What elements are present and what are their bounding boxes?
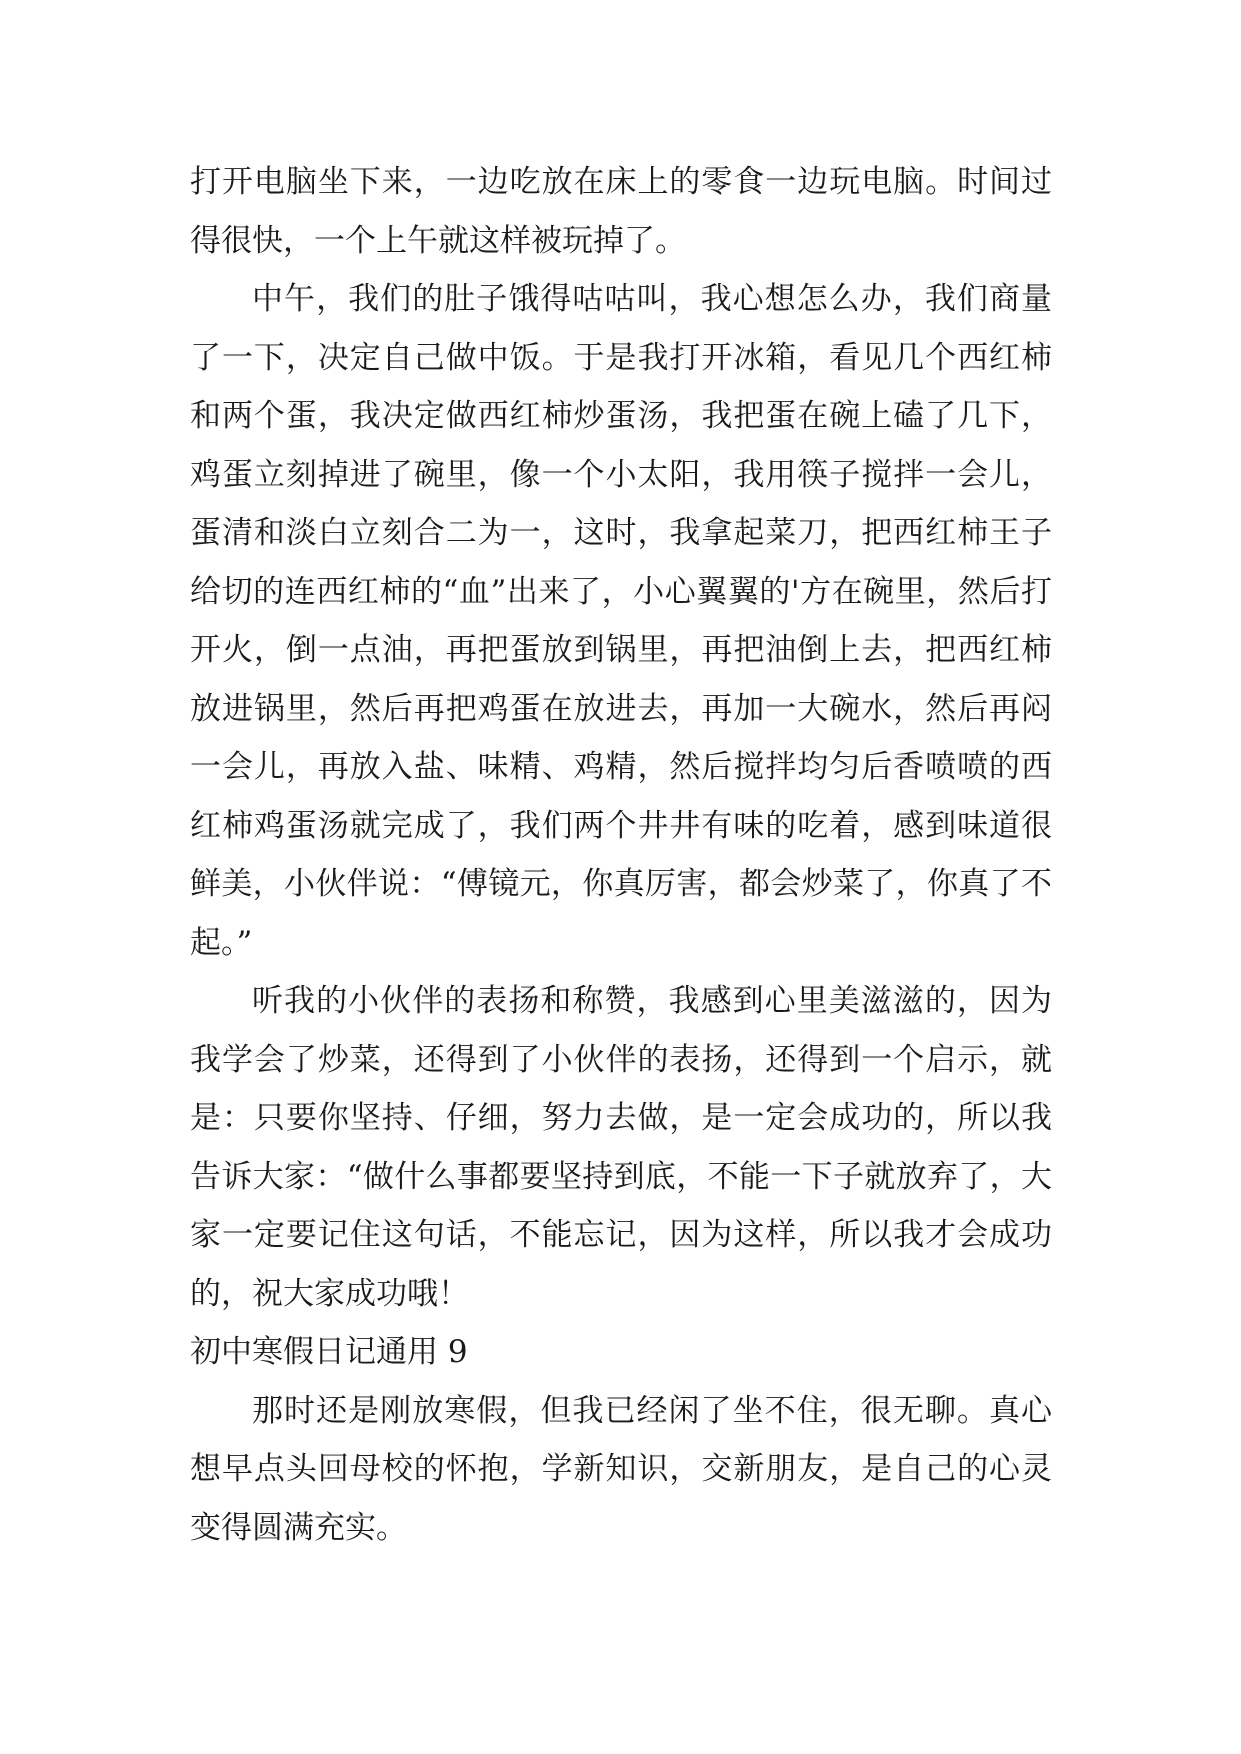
document-body [190,153,1052,1557]
paragraph-2: 中午，我们的肚子饿得咕咕叫，我心想怎么办，我们商量了一下，决定自己做中饭。于是我打开冰箱，看见几个西红柿和两个蛋，我决定做西红柿炒蛋汤，我把蛋在碗上磕了几下，鸡蛋立刻掉进了碗里，像一个小太阳，我用筷子搅拌一会儿，蛋清和淡白立刻合二为一，这时，我拿起菜刀，把西红柿王子给切的连西红柿的“血”出来了，小心翼翼的'方在碗里，然后打开火，倒一点油，再把蛋放到锅里，再把油倒上去，把西红柿放进锅里，然后再把鸡蛋在放进去，再加一大碗水，然后再闷一会儿，再放入盐、味精、鸡精，然后搅拌均匀后香喷喷的西红柿鸡蛋汤就完成了，我们两个井井有味的吃着，感到味道很鲜美，小伙伴说：“傅镜元，你真厉害，都会炒菜了，你真了不起。” [190,281,1052,961]
section-heading: 初中寒假日记通用 9 [190,1334,468,1370]
paragraph-3: 听我的小伙伴的表扬和称赞，我感到心里美滋滋的，因为我学会了炒菜，还得到了小伙伴的表扬，还得到一个启示，就是：只要你坚持、仔细，努力去做，是一定会成功的，所以我告诉大家：“做什么事都要坚持到底，不能一下子就放弃了，大家一定要记住这句话，不能忘记，因为这样，所以我才会成功的，祝大家成功哦！ [190,983,1052,1312]
paragraph-1: 打开电脑坐下来，一边吃放在床上的零食一边玩电脑。时间过得很快，一个上午就这样被玩掉了。 [190,164,1052,259]
paragraph-4: 那时还是刚放寒假，但我已经闲了坐不住，很无聊。真心想早点头回母校的怀抱，学新知识，交新朋友，是自己的心灵变得圆满充实。 [190,1392,1052,1546]
